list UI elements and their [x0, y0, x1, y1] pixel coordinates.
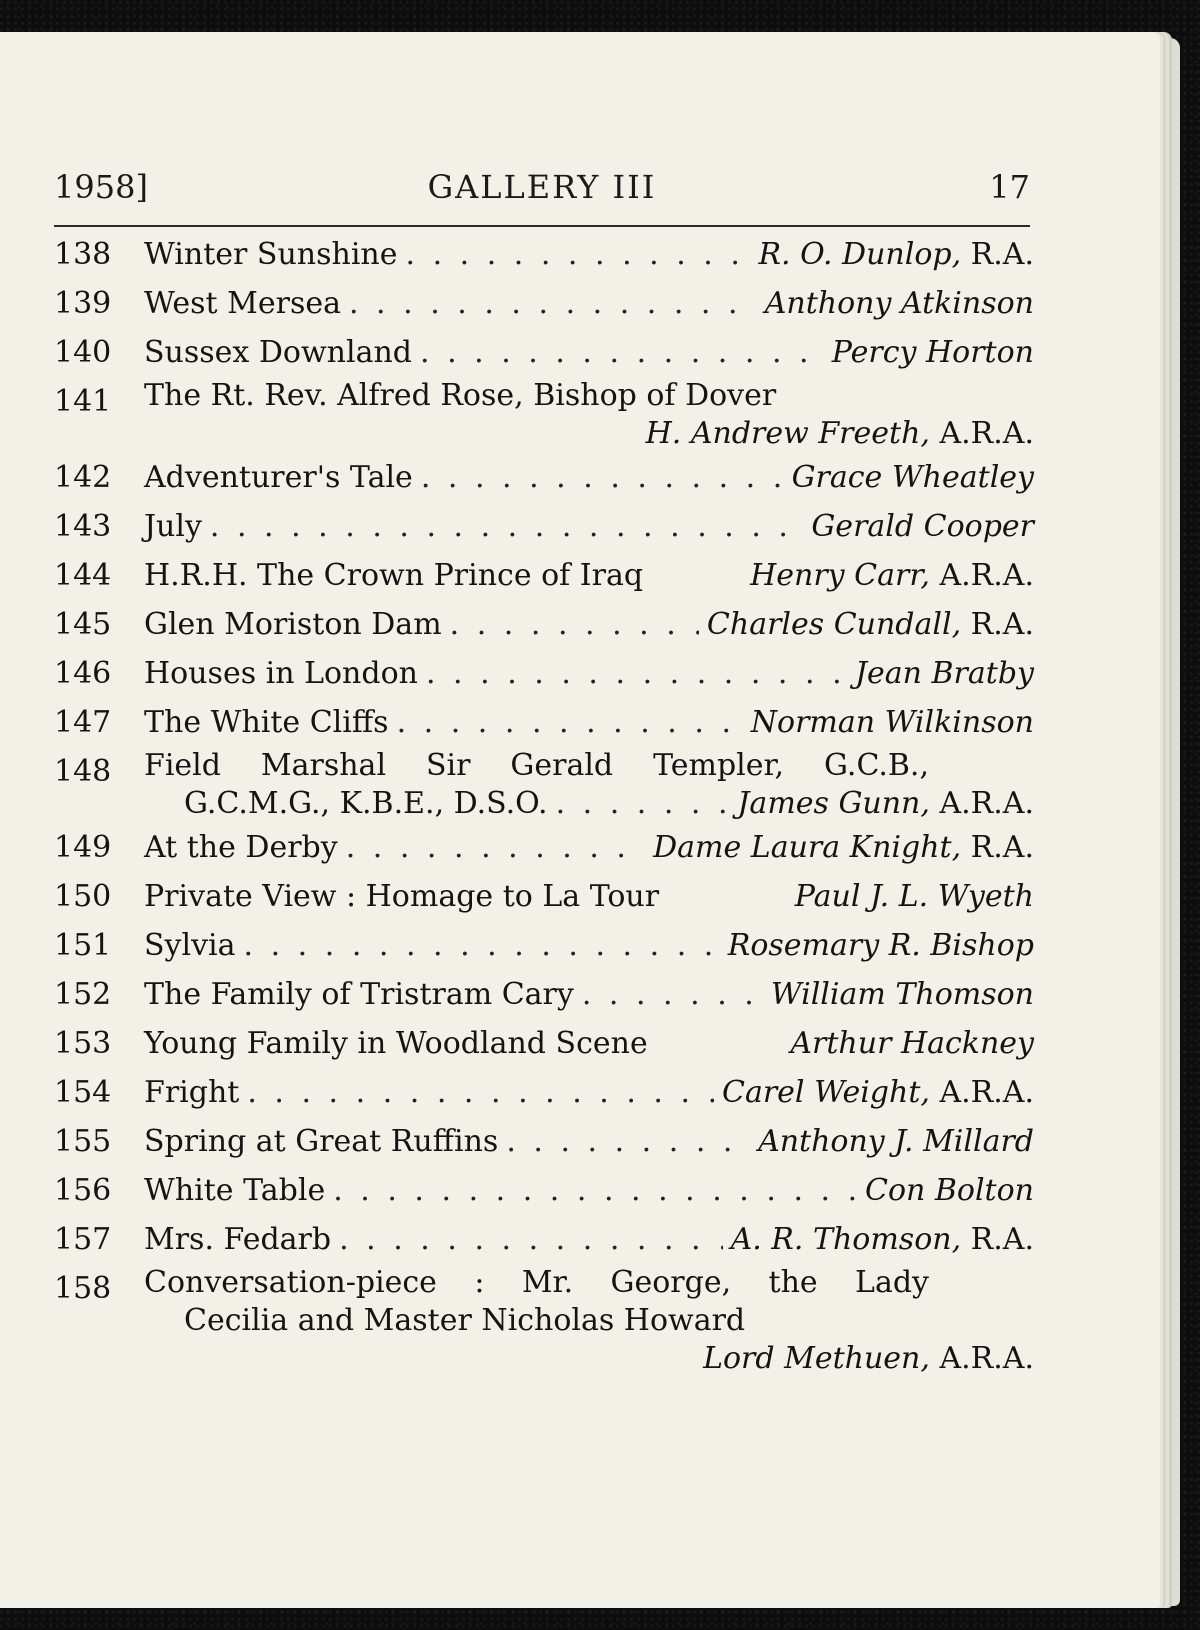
entry-title-line1: Conversation-piece : Mr. George, the Lady — [144, 1265, 929, 1300]
entry-title: The White Cliffs — [144, 705, 389, 740]
entry-number: 157 — [54, 1222, 112, 1257]
artist-name: R. O. Dunlop, — [758, 237, 962, 272]
entry-number: 158 — [54, 1271, 112, 1306]
entry-title: Young Family in Woodland Scene — [144, 1026, 648, 1061]
entry-artist — [765, 279, 1034, 328]
dot-leader — [244, 921, 720, 970]
artist-honour: A.R.A. — [939, 786, 1034, 821]
entry-156 — [54, 1166, 1034, 1215]
gallery-title: GALLERY III — [427, 168, 657, 206]
entry-138 — [54, 230, 1034, 279]
artist-name: Paul J. L. Wyeth — [794, 879, 1034, 914]
entry-artist — [771, 970, 1034, 1019]
entry-title: Winter Sunshine — [144, 237, 398, 272]
dot-leader — [426, 649, 847, 698]
entry-title: H.R.H. The Crown Prince of Iraq — [144, 558, 644, 593]
artist-honour: R.A. — [970, 830, 1034, 865]
catalogue-page — [0, 32, 1160, 1608]
entry-number: 138 — [54, 237, 112, 272]
dot-leader — [210, 502, 803, 551]
entry-title: The Family of Tristram Cary — [144, 977, 574, 1012]
artist-name: Lord Methuen, — [703, 1341, 930, 1376]
entry-number: 154 — [54, 1075, 112, 1110]
entry-152 — [54, 970, 1034, 1019]
entry-artist — [790, 1019, 1034, 1068]
entry-number: 151 — [54, 928, 112, 963]
entry-158 — [54, 1264, 1034, 1378]
artist-name: Con Bolton — [864, 1173, 1034, 1208]
entry-150 — [54, 872, 1034, 921]
entry-artist — [54, 415, 1034, 453]
dot-leader — [506, 1117, 750, 1166]
entry-artist — [751, 698, 1034, 747]
entry-title: Spring at Great Ruffins — [144, 1124, 499, 1159]
artist-name: Jean Bratby — [854, 656, 1034, 691]
artist-name: William Thomson — [770, 977, 1034, 1012]
entry-artist — [728, 921, 1034, 970]
entry-artist — [832, 328, 1034, 377]
artist-name: Gerald Cooper — [811, 509, 1034, 544]
entry-number: 148 — [54, 754, 112, 789]
artist-honour: R.A. — [970, 237, 1034, 272]
dot-leader — [247, 1068, 714, 1117]
entry-title: Fright — [144, 1075, 240, 1110]
entry-title: Private View : Homage to La Tour — [144, 879, 660, 914]
artist-name: Rosemary R. Bishop — [727, 928, 1034, 963]
entry-title: West Mersea — [144, 286, 341, 321]
entry-number: 146 — [54, 656, 112, 691]
artist-name: H. Andrew Freeth, — [645, 416, 930, 451]
entry-144 — [54, 551, 1034, 600]
artist-name: Anthony J. Millard — [758, 1124, 1034, 1159]
artist-name: Carel Weight, — [722, 1075, 930, 1110]
entry-title: Houses in London — [144, 656, 418, 691]
entry-artist — [653, 823, 1034, 872]
dot-leader — [450, 600, 699, 649]
artist-name: A. R. Thomson, — [730, 1222, 962, 1257]
entry-artist — [737, 785, 1034, 823]
entry-number: 150 — [54, 879, 112, 914]
artist-name: Charles Cundall, — [706, 607, 962, 642]
entry-title: The Rt. Rev. Alfred Rose, Bishop of Dover — [144, 378, 777, 413]
entry-140 — [54, 328, 1034, 377]
dot-leader — [349, 279, 757, 328]
entry-artist — [758, 230, 1034, 279]
entry-153 — [54, 1019, 1034, 1068]
entry-151 — [54, 921, 1034, 970]
entry-number: 142 — [54, 460, 112, 495]
entry-artist — [758, 1117, 1034, 1166]
dot-leader — [339, 1215, 722, 1264]
entry-title: Sylvia — [144, 928, 236, 963]
entry-149 — [54, 823, 1034, 872]
artist-name: Percy Horton — [831, 335, 1034, 370]
entry-artist — [865, 1166, 1034, 1215]
artist-name: Norman Wilkinson — [750, 705, 1034, 740]
entry-142 — [54, 453, 1034, 502]
entry-title: At the Derby — [144, 830, 338, 865]
entry-title: White Table — [144, 1173, 326, 1208]
entry-artist — [722, 1068, 1034, 1117]
entry-157 — [54, 1215, 1034, 1264]
entry-title-line1: Field Marshal Sir Gerald Templer, G.C.B., — [144, 748, 929, 783]
year-label: 1958] — [54, 168, 148, 206]
entry-artist — [707, 600, 1034, 649]
entry-title: Mrs. Fedarb — [144, 1222, 332, 1257]
dot-leader — [421, 453, 784, 502]
entry-title: Sussex Downland — [144, 335, 412, 370]
entry-145 — [54, 600, 1034, 649]
artist-name: Grace Wheatley — [791, 460, 1034, 495]
entry-artist — [811, 502, 1034, 551]
entry-number: 153 — [54, 1026, 112, 1061]
dot-leader — [420, 328, 824, 377]
artist-name: Dame Laura Knight, — [653, 830, 962, 865]
entry-title-line2: G.C.M.G., K.B.E., D.S.O. — [184, 786, 548, 821]
entry-number: 149 — [54, 830, 112, 865]
page-number: 17 — [989, 168, 1030, 206]
entry-number: 140 — [54, 335, 112, 370]
artist-honour: R.A. — [970, 607, 1034, 642]
entry-number: 139 — [54, 286, 112, 321]
artist-honour: R.A. — [970, 1222, 1034, 1257]
entry-number: 141 — [54, 384, 112, 419]
entry-number: 155 — [54, 1124, 112, 1159]
entry-148 — [54, 747, 1034, 823]
artist-honour: A.R.A. — [939, 416, 1034, 451]
running-head — [54, 168, 1030, 212]
entry-155 — [54, 1117, 1034, 1166]
artist-honour: A.R.A. — [939, 1075, 1034, 1110]
entry-title-line2: Cecilia and Master Nicholas Howard — [184, 1303, 746, 1338]
entry-154 — [54, 1068, 1034, 1117]
entry-number: 145 — [54, 607, 112, 642]
entry-artist — [750, 551, 1034, 600]
entry-number: 144 — [54, 558, 112, 593]
dot-leader — [346, 823, 645, 872]
entry-number: 156 — [54, 1173, 112, 1208]
entry-title: July — [144, 509, 202, 544]
entry-143 — [54, 502, 1034, 551]
entry-number: 143 — [54, 509, 112, 544]
dot-leader — [556, 785, 730, 823]
entry-139 — [54, 279, 1034, 328]
artist-name: Arthur Hackney — [790, 1026, 1034, 1061]
entry-number: 152 — [54, 977, 112, 1012]
header-rule — [54, 225, 1030, 227]
dot-leader — [582, 970, 763, 1019]
artist-name: Henry Carr, — [750, 558, 930, 593]
catalogue-entries — [54, 230, 1034, 1378]
artist-honour: A.R.A. — [939, 558, 1034, 593]
entry-141 — [54, 377, 1034, 453]
entry-artist — [731, 1215, 1034, 1264]
artist-honour: A.R.A. — [939, 1341, 1034, 1376]
entry-147 — [54, 698, 1034, 747]
dot-leader — [406, 230, 751, 279]
entry-number: 147 — [54, 705, 112, 740]
artist-name: Anthony Atkinson — [764, 286, 1034, 321]
dot-leader — [333, 1166, 857, 1215]
dot-leader — [397, 698, 743, 747]
entry-title: Adventurer's Tale — [144, 460, 413, 495]
artist-name: James Gunn, — [737, 786, 930, 821]
entry-artist — [795, 872, 1034, 921]
entry-146 — [54, 649, 1034, 698]
entry-title: Glen Moriston Dam — [144, 607, 442, 642]
entry-artist — [54, 1340, 1034, 1378]
entry-artist — [792, 453, 1034, 502]
entry-artist — [855, 649, 1034, 698]
